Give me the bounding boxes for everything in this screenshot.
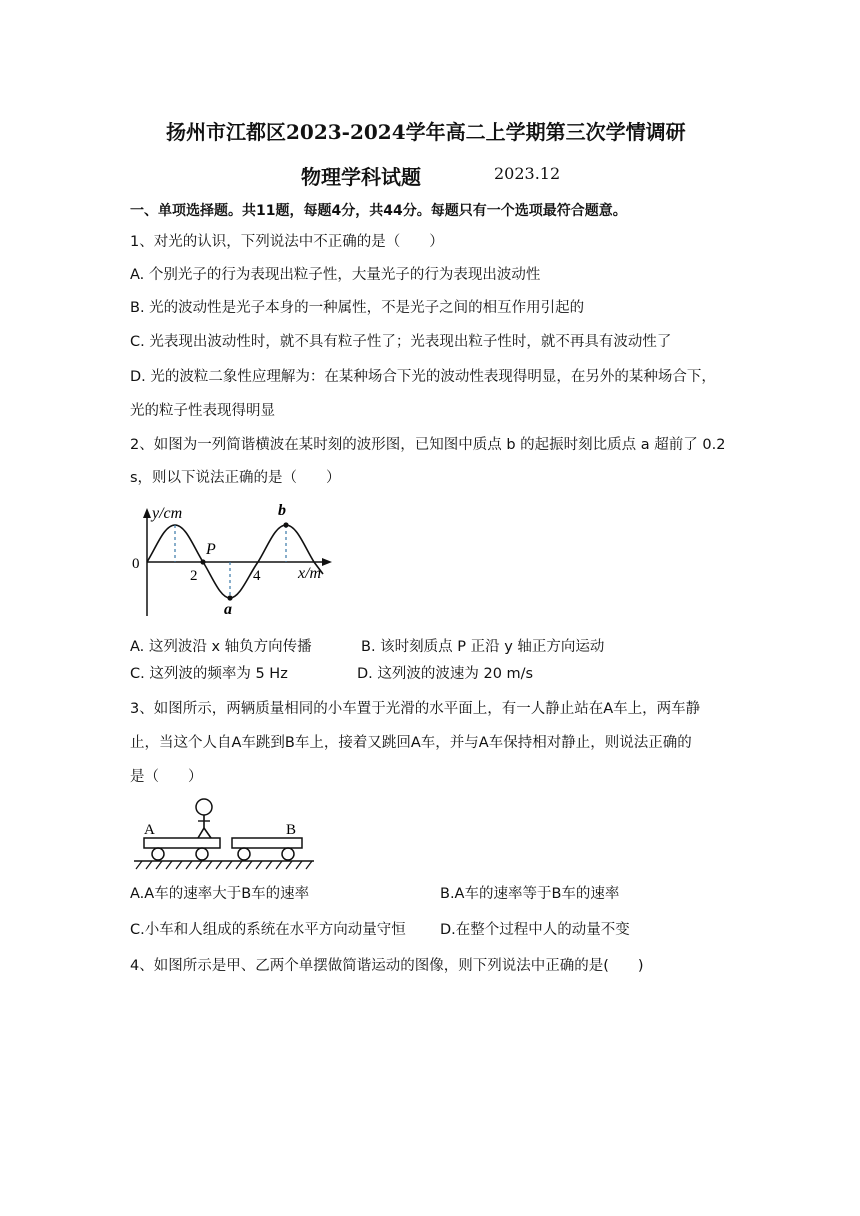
y-axis-label: y/cm bbox=[152, 505, 183, 522]
cart-a-wheel-right bbox=[196, 848, 208, 860]
q2-option-c: C. 这列波的频率为 5 Hz bbox=[130, 666, 288, 682]
x-axis-arrow bbox=[322, 558, 332, 566]
q3-option-b: B.A车的速率等于B车的速率 bbox=[440, 886, 620, 902]
section-heading: 一、单项选择题。共11题，每题4分，共44分。每题只有一个选项最符合题意。 bbox=[130, 203, 627, 219]
q1-stem: 1、对光的认识，下列说法中不正确的是（ ） bbox=[130, 234, 444, 250]
exam-date: 2023.12 bbox=[494, 164, 561, 183]
point-b-label: b bbox=[278, 502, 286, 519]
cart-b-wheel-right bbox=[282, 848, 294, 860]
point-a-label: a bbox=[224, 601, 232, 618]
q2-option-d: D. 这列波的波速为 20 m/s bbox=[357, 666, 534, 682]
q2-stem-line2: s，则以下说法正确的是（ ） bbox=[130, 470, 341, 486]
q1-option-c: C. 光表现出波动性时，就不具有粒子性了；光表现出粒子性时，就不再具有波动性了 bbox=[130, 334, 672, 350]
q1-option-a: A. 个别光子的行为表现出粒子性，大量光子的行为表现出波动性 bbox=[130, 267, 541, 283]
title-line2: 物理学科试题 bbox=[301, 165, 421, 189]
tick-2-label: 2 bbox=[190, 568, 198, 584]
point-p-dot bbox=[200, 559, 205, 564]
ground-hatching bbox=[136, 861, 312, 869]
q1-option-d-line1: D. 光的波粒二象性应理解为：在某种场合下光的波动性表现得明显，在另外的某种场合下， bbox=[130, 369, 716, 385]
q3-option-a: A.A车的速率大于B车的速率 bbox=[130, 886, 310, 902]
q2-stem-line1: 2、如图为一列简谐横波在某时刻的波形图，已知图中质点 b 的起振时刻比质点 a 超前了 0.2 bbox=[130, 437, 726, 453]
cart-b-label: B bbox=[286, 822, 297, 838]
q3-stem-line2: 止，当这个人自A车跳到B车上，接着又跳回A车，并与A车保持相对静止，则说法正确的 bbox=[130, 735, 692, 751]
point-p-label: P bbox=[206, 541, 216, 558]
q1-option-b: B. 光的波动性是光子本身的一种属性，不是光子之间的相互作用引起的 bbox=[130, 300, 585, 316]
q1-option-d-line2: 光的粒子性表现得明显 bbox=[130, 403, 275, 419]
cart-b-wheel-left bbox=[238, 848, 250, 860]
tick-4-label: 4 bbox=[253, 568, 261, 584]
cart-b-body bbox=[232, 838, 302, 848]
cart-a-body bbox=[144, 838, 220, 848]
x-axis-label: x/m bbox=[298, 565, 322, 582]
q3-stem-line3: 是（ ） bbox=[130, 769, 203, 785]
title-line1: 扬州市江都区2023-2024学年高二上学期第三次学情调研 bbox=[166, 120, 686, 144]
person-head bbox=[196, 799, 212, 815]
person-leg-left bbox=[198, 828, 204, 838]
q2-option-b: B. 该时刻质点 P 正沿 y 轴正方向运动 bbox=[361, 639, 605, 655]
q3-stem-line1: 3、如图所示，两辆质量相同的小车置于光滑的水平面上，有一人静止站在A车上，两车静 bbox=[130, 701, 701, 717]
q3-option-d: D.在整个过程中人的动量不变 bbox=[440, 922, 630, 938]
q4-stem: 4、如图所示是甲、乙两个单摆做简谐运动的图像，则下列说法中正确的是( ) bbox=[130, 958, 644, 974]
q2-option-a: A. 这列波沿 x 轴负方向传播 bbox=[130, 639, 312, 655]
point-b-dot bbox=[283, 522, 288, 527]
origin-label: 0 bbox=[132, 556, 140, 572]
q3-carts-figure bbox=[128, 794, 328, 874]
point-a-dot bbox=[227, 595, 232, 600]
q3-option-c: C.小车和人组成的系统在水平方向动量守恒 bbox=[130, 922, 406, 938]
q2-wave-figure bbox=[128, 498, 348, 623]
cart-a-wheel-left bbox=[152, 848, 164, 860]
person-leg-right bbox=[204, 828, 211, 838]
y-axis-arrow bbox=[143, 508, 151, 518]
cart-a-label: A bbox=[144, 822, 155, 838]
